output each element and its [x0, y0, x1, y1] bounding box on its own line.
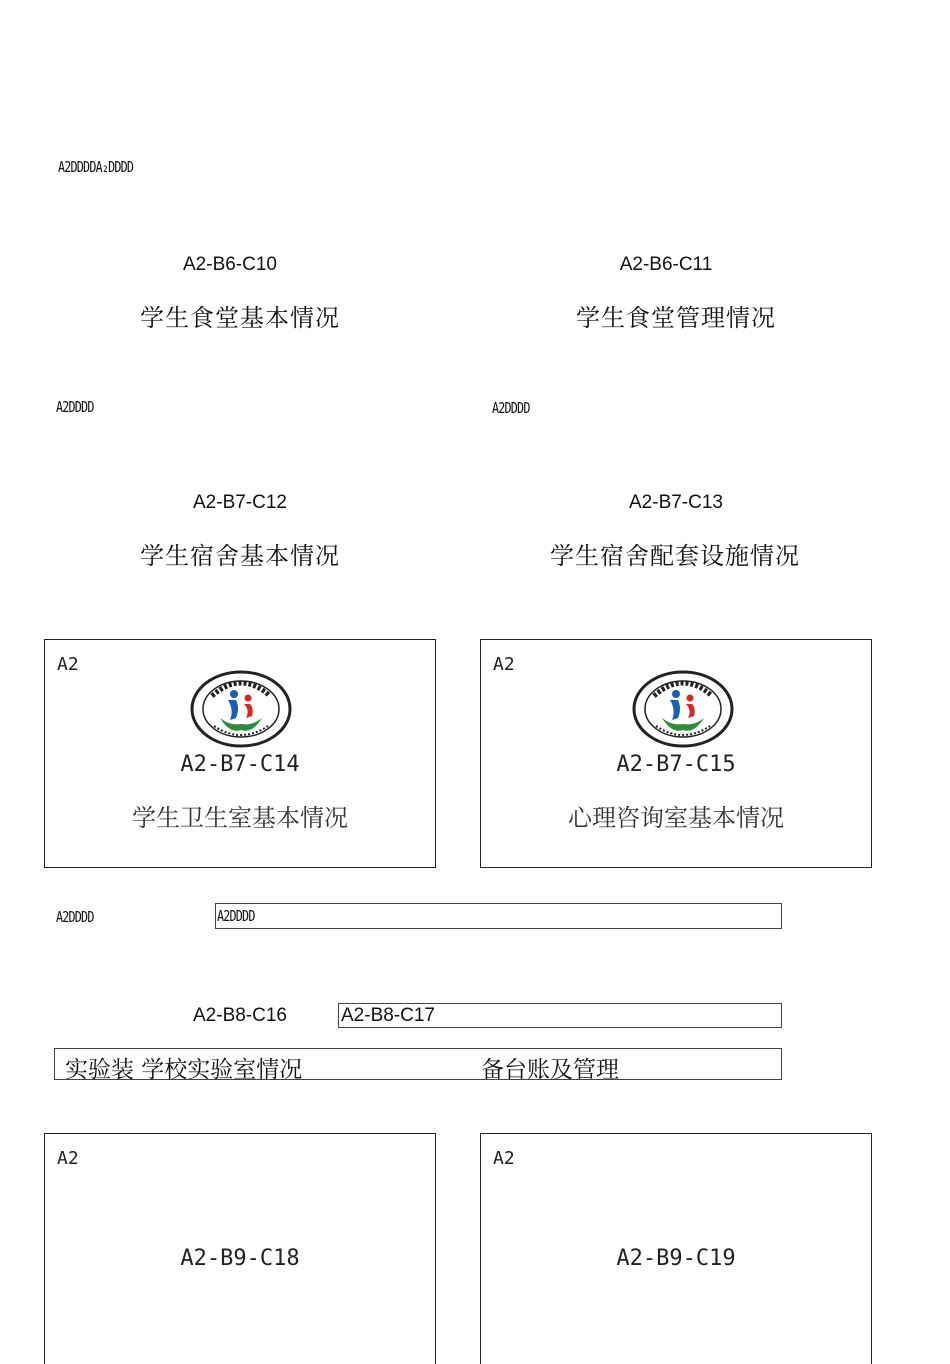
code-c17: A2-B8-C17 — [341, 1005, 435, 1026]
code-c11: A2-B6-C11 — [619, 254, 713, 275]
card-c19 — [480, 1133, 872, 1364]
title-dorm-facilities: 学生宿舍配套设施情况 — [550, 542, 800, 570]
card-tag: A2 — [57, 1148, 79, 1169]
title-dorm-basic: 学生宿舍基本情况 — [140, 542, 340, 570]
school-logo-icon — [632, 670, 734, 748]
row4-bar-tag: A2DDDD — [217, 907, 255, 925]
title-lab-ledger: 备台账及管理 — [481, 1057, 619, 1083]
card-title: 学生卫生室基本情况 — [132, 804, 348, 832]
card-code: A2-B9-C19 — [616, 1246, 736, 1271]
code-c10: A2-B6-C10 — [183, 254, 277, 275]
row2-left-tag: A2DDDD — [56, 398, 94, 416]
card-tag: A2 — [57, 654, 79, 675]
card-tag: A2 — [493, 654, 515, 675]
card-c18 — [44, 1133, 436, 1364]
card-code: A2-B9-C18 — [180, 1246, 300, 1271]
title-canteen-basic: 学生食堂基本情况 — [140, 304, 340, 332]
title-lab: 实验装 学校实验室情况 — [65, 1057, 303, 1083]
card-code: A2-B7-C15 — [616, 752, 736, 777]
card-c15 — [480, 639, 872, 868]
card-c14 — [44, 639, 436, 868]
card-code: A2-B7-C14 — [180, 752, 300, 777]
row2-right-tag: A2DDDD — [492, 399, 530, 417]
title-canteen-management: 学生食堂管理情况 — [576, 304, 776, 332]
school-logo-icon — [190, 670, 292, 748]
header-tag: A2DDDDA₂DDDD — [58, 158, 134, 176]
code-c16: A2-B8-C16 — [193, 1005, 287, 1026]
card-tag: A2 — [493, 1148, 515, 1169]
code-c13: A2-B7-C13 — [629, 492, 723, 513]
row4-bar — [215, 903, 782, 929]
row5-title-bar — [54, 1048, 782, 1083]
row4-left-tag: A2DDDD — [56, 908, 94, 926]
card-title: 心理咨询室基本情况 — [568, 804, 784, 832]
code-c12: A2-B7-C12 — [193, 492, 287, 513]
row5-code-bar — [338, 1003, 782, 1028]
